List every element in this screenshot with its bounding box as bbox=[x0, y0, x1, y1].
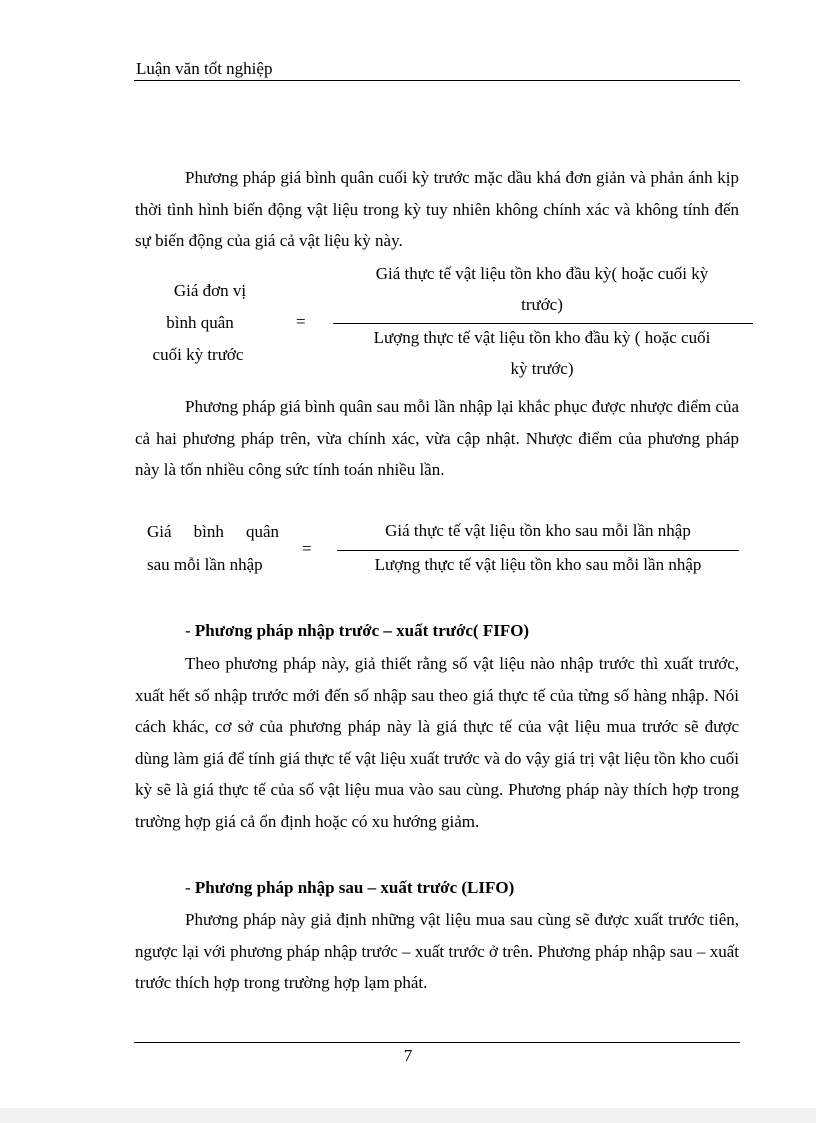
paragraph-average-after-each-import: Phương pháp giá bình quân sau mỗi lần nhập lại khắc phục được nhược điểm của cả hai phương pháp trên, vừa chính xác, vừa cập nhật. Nhược điểm của phương pháp này là tốn nhiều công sức tính toán nhiều lần. bbox=[135, 397, 739, 479]
formula1-denominator-line1: Lượng thực tế vật liệu tồn kho đầu kỳ ( hoặc cuối bbox=[373, 328, 711, 347]
formula1-equals: = bbox=[296, 312, 306, 331]
paragraph-lifo: Phương pháp này giả định những vật liệu mua sau cùng sẽ được xuất trước tiên, ngược lại với phương pháp nhập trước – xuất trước ở trên. Phương pháp nhập sau – xuất trước thích hợp trong trường hợp lạm phát. bbox=[135, 910, 739, 992]
formula1-numerator-line2: trước) bbox=[521, 295, 563, 314]
paragraph-average-previous-period: Phương pháp giá bình quân cuối kỳ trước mặc dầu khá đơn giản và phản ánh kịp thời tình hình biến động vật liệu trong kỳ tuy nhiên không chính xác và không tính đến sự biến động của giá cả vật liệu kỳ này. bbox=[135, 168, 739, 250]
formula1-numerator-line1: Giá thực tế vật liệu tồn kho đầu kỳ( hoặc cuối kỳ bbox=[375, 264, 709, 283]
header-title: Luận văn tốt nghiệp bbox=[136, 59, 273, 78]
page-number: 7 bbox=[403, 1046, 413, 1065]
formula2-equals: = bbox=[302, 539, 312, 558]
formula1-lhs-line1: Giá đơn vị bbox=[173, 281, 247, 300]
heading-lifo-prefix: - bbox=[185, 878, 195, 897]
formula1-lhs-line3: cuối kỳ trước bbox=[152, 345, 244, 364]
heading-fifo bbox=[185, 620, 529, 642]
header-divider bbox=[134, 80, 740, 81]
formula2-fraction-bar bbox=[337, 550, 739, 551]
formula2-lhs-line2: sau mỗi lần nhập bbox=[147, 555, 263, 574]
page-bottom-strip bbox=[0, 1108, 816, 1123]
heading-lifo bbox=[185, 877, 514, 899]
heading-lifo-label: Phương pháp nhập sau – xuất trước (LIFO) bbox=[194, 878, 515, 897]
formula2-denominator: Lượng thực tế vật liệu tồn kho sau mỗi lần nhập bbox=[374, 555, 702, 574]
formula2-lhs-line1: Giá bình quân bbox=[147, 522, 279, 541]
formula1-lhs-line2: bình quân bbox=[166, 313, 234, 332]
formula2-numerator: Giá thực tế vật liệu tồn kho sau mỗi lần nhập bbox=[385, 521, 691, 540]
footer-divider bbox=[134, 1042, 740, 1043]
heading-fifo-label: Phương pháp nhập trước – xuất trước( FIFO) bbox=[194, 621, 530, 640]
paragraph-fifo: Theo phương pháp này, giả thiết rằng số vật liệu nào nhập trước thì xuất trước, xuất hết số nhập trước mới đến số nhập sau theo giá thực tế của từng số hàng nhập. Nói cách khác, cơ sở của phương pháp này là giá thực tế của vật liệu mua trước sẽ được dùng làm giá để tính giá thực tế vật liệu xuất trước và do vậy giá trị vật liệu tồn kho cuối kỳ sẽ là giá thực tế của số vật liệu mua vào sau cùng. Phương pháp này thích hợp trong trường hợp giá cả ổn định hoặc có xu hướng giảm. bbox=[135, 654, 739, 831]
formula1-fraction-bar bbox=[333, 323, 753, 324]
heading-fifo-prefix: - bbox=[185, 621, 195, 640]
formula1-denominator-line2: kỳ trước) bbox=[510, 359, 574, 378]
